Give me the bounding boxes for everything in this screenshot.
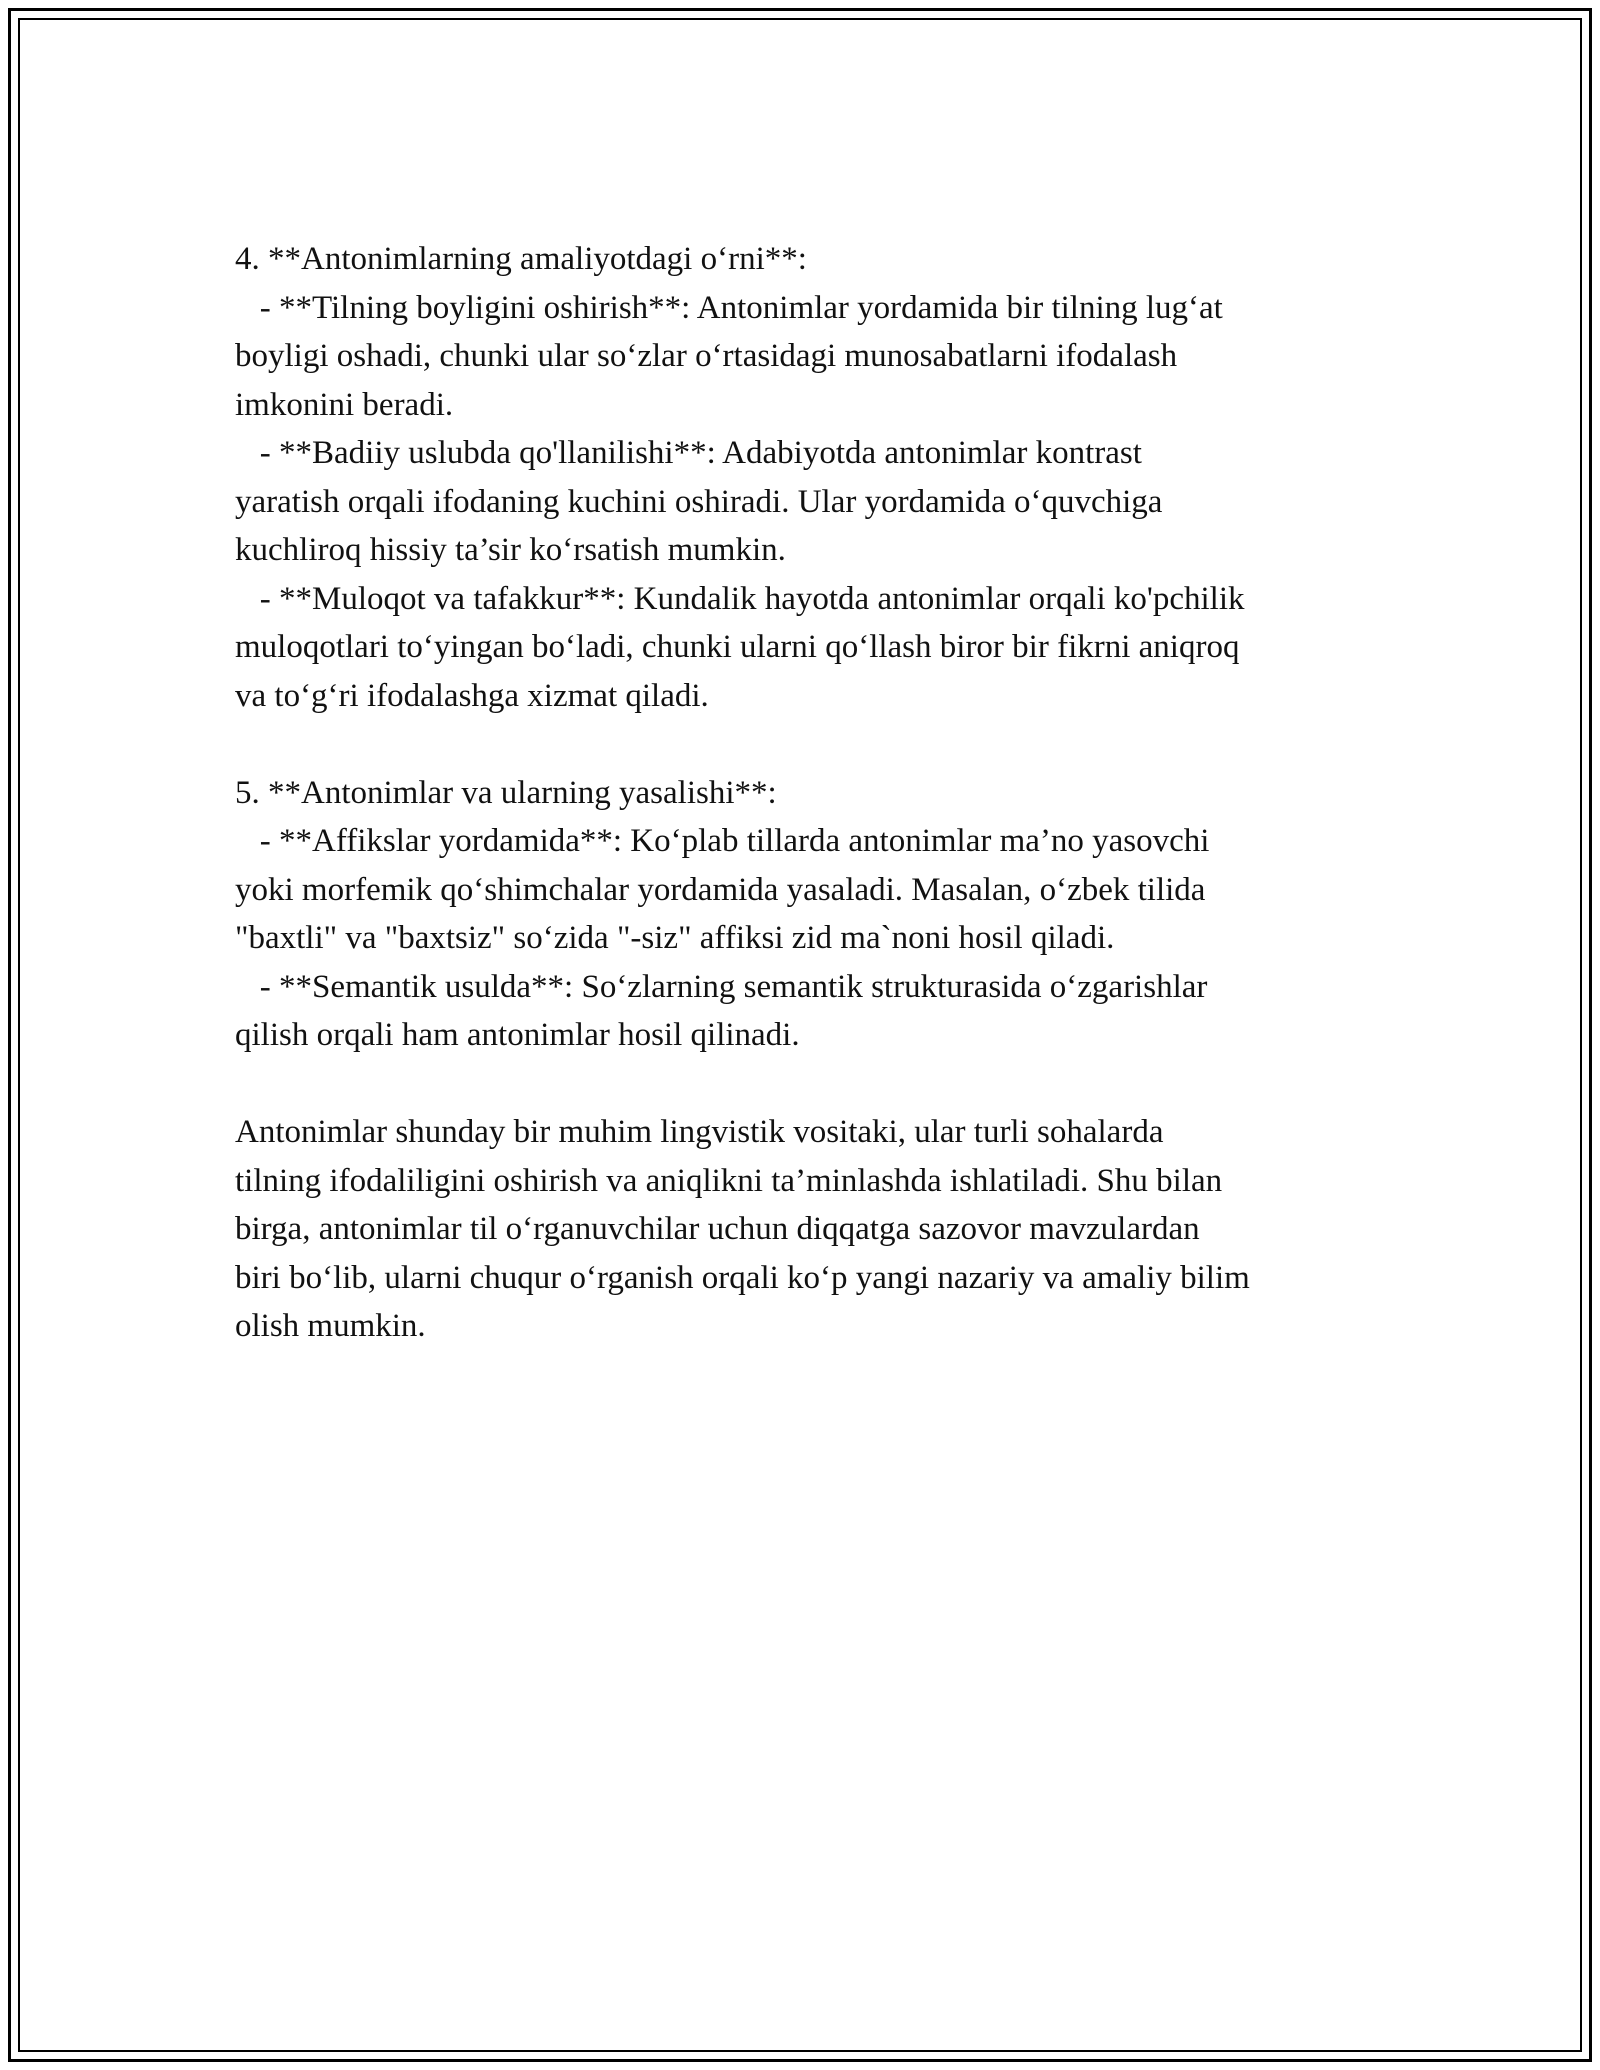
paragraph-line: imkonini beradi.	[235, 386, 454, 423]
section-5-item-affixes	[235, 817, 1395, 963]
section-5	[235, 769, 1395, 1060]
section-4	[235, 235, 1395, 720]
paragraph-line: kuchliroq hissiy ta’sir ko‘rsatish mumkin.	[235, 532, 786, 568]
paragraph-line: "baxtli" va "baxtsiz" so‘zida "-siz" affiksi zid ma`noni hosil qiladi.	[235, 920, 1115, 956]
paragraph-spacer	[235, 1060, 1395, 1109]
paragraph-line: - **Semantik usulda**: So‘zlarning semantik strukturasida o‘zgarishlar	[235, 968, 1208, 1005]
paragraph-line: - **Tilning boyligini oshirish**: Antonimlar yordamida bir tilning lug‘at	[235, 289, 1223, 326]
paragraph-line: boyligi oshadi, chunki ular so‘zlar o‘rtasidagi munosabatlarni ifodalash	[235, 338, 1178, 374]
paragraph-line: - **Muloqot va tafakkur**: Kundalik hayotda antonimlar orqali ko'pchilik	[235, 580, 1245, 617]
paragraph-line: biri bo‘lib, ularni chuqur o‘rganish orqali ko‘p yangi nazariy va amaliy bilim	[235, 1259, 1250, 1296]
paragraph-line: - **Badiiy uslubda qo'llanilishi**: Adabiyotda antonimlar kontrast	[235, 435, 1142, 471]
section-5-heading: 5. **Antonimlar va ularning yasalishi**:	[235, 774, 777, 811]
paragraph-line: birga, antonimlar til o‘rganuvchilar uchun diqqatga sazovor mavzulardan	[235, 1211, 1200, 1247]
paragraph-line: - **Affikslar yordamida**: Ko‘plab tillarda antonimlar ma’no yasovchi	[235, 823, 1210, 859]
section-4-item-literary-style	[235, 429, 1395, 575]
section-4-heading: 4. **Antonimlarning amaliyotdagi o‘rni**:	[235, 241, 807, 277]
section-5-item-semantic	[235, 963, 1395, 1060]
paragraph-spacer	[235, 720, 1395, 769]
section-4-item-communication	[235, 575, 1395, 721]
paragraph-line: qilish orqali ham antonimlar hosil qilinadi.	[235, 1017, 800, 1053]
paragraph-line: Antonimlar shunday bir muhim lingvistik vositaki, ular turli sohalarda	[235, 1114, 1164, 1150]
section-4-item-vocabulary	[235, 284, 1395, 430]
paragraph-line: tilning ifodaliligini oshirish va aniqlikni ta’minlashda ishlatiladi. Shu bilan	[235, 1162, 1223, 1199]
paragraph-line: yaratish orqali ifodaning kuchini oshiradi. Ular yordamida o‘quvchiga	[235, 483, 1163, 520]
paragraph-line: va to‘g‘ri ifodalashga xizmat qiladi.	[235, 677, 709, 714]
paragraph-line: muloqotlari to‘yingan bo‘ladi, chunki ularni qo‘llash biror bir fikrni aniqroq	[235, 629, 1240, 665]
conclusion-paragraph	[235, 1108, 1395, 1351]
document-body	[235, 235, 1395, 1351]
paragraph-line: olish mumkin.	[235, 1308, 426, 1344]
paragraph-line: yoki morfemik qo‘shimchalar yordamida yasaladi. Masalan, o‘zbek tilida	[235, 871, 1206, 908]
